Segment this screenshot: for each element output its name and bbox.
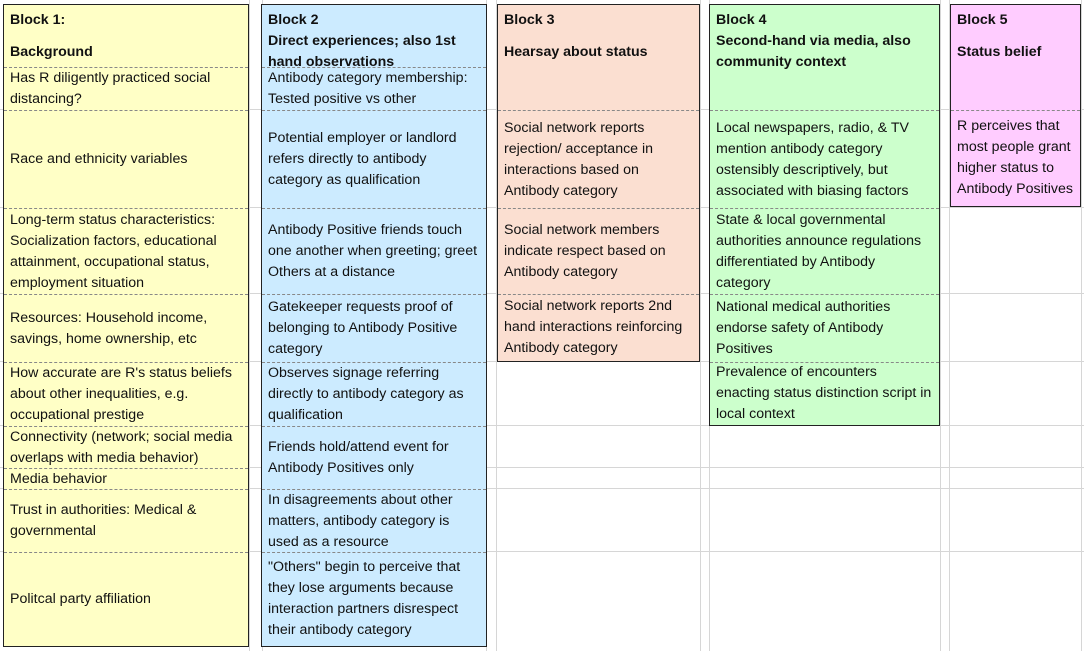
block-4-subtitle: Second-hand via media, also community context [716,33,911,70]
block-3-row: Social network members indicate respect based on Antibody category [498,208,699,294]
block-2-row: Gatekeeper requests proof of belonging to Antibody Positive category [262,294,486,362]
block-1-row: How accurate are R's status beliefs about other inequalities, e.g. occupational prestige [4,362,248,426]
block-1-row: Has R diligently practiced social distancing? [4,67,248,110]
block-3-subtitle: Hearsay about status [504,44,648,60]
block-4-media [709,4,940,426]
block-2-row: Friends hold/attend event for Antibody Positives only [262,426,486,489]
block-2-direct-experiences [261,4,487,647]
block-1-background [3,4,249,647]
block-4-row: State & local governmental authorities announce regulations differentiated by Antibody category [710,208,939,294]
block-2-subtitle: Direct experiences; also 1st hand observations [268,33,456,70]
block-3-hearsay [497,4,700,362]
block-3-title: Block 3 [504,12,555,28]
block-4-row: Local newspapers, radio, & TV mention antibody category ostensibly descriptively, but associated with biasing factors [710,110,939,208]
block-2-row: Antibody category membership: Tested positive vs other [262,67,486,110]
block-1-title: Block 1: [10,12,66,28]
block-5-status-belief [950,4,1081,207]
block-1-row: Connectivity (network; social media overlaps with media behavior) [4,426,248,468]
block-2-row: Antibody Positive friends touch one another when greeting; greet Others at a distance [262,208,486,294]
block-5-subtitle: Status belief [957,44,1042,60]
block-2-row: In disagreements about other matters, antibody category is used as a resource [262,489,486,552]
block-1-row: Politcal party affiliation [4,552,248,645]
block-1-row: Trust in authorities: Medical & governmental [4,489,248,552]
block-1-row: Race and ethnicity variables [4,110,248,208]
block-1-row: Resources: Household income, savings, home ownership, etc [4,294,248,362]
block-4-title: Block 4 [716,12,767,28]
block-2-row: Observes signage referring directly to antibody category as qualification [262,362,486,426]
block-4-row: Prevalence of encounters enacting status distinction script in local context [710,362,939,424]
block-2-row: "Others" begin to perceive that they lose arguments because interaction partners disrespect their antibody category [262,552,486,645]
block-3-row: Social network reports rejection/ acceptance in interactions based on Antibody category [498,110,699,208]
block-3-row: Social network reports 2nd hand interactions reinforcing Antibody category [498,294,699,360]
block-1-row: Long-term status characteristics: Socialization factors, educational attainment, occupational status, employment situation [4,208,248,294]
block-1-subtitle: Background [10,44,93,60]
block-5-row: R perceives that most people grant higher status to Antibody Positives [951,110,1080,205]
block-2-row: Potential employer or landlord refers directly to antibody category as qualification [262,110,486,208]
block-2-title: Block 2 [268,12,319,28]
block-1-row: Media behavior [4,468,248,489]
block-4-row: National medical authorities endorse safety of Antibody Positives [710,294,939,362]
block-5-title: Block 5 [957,12,1008,28]
